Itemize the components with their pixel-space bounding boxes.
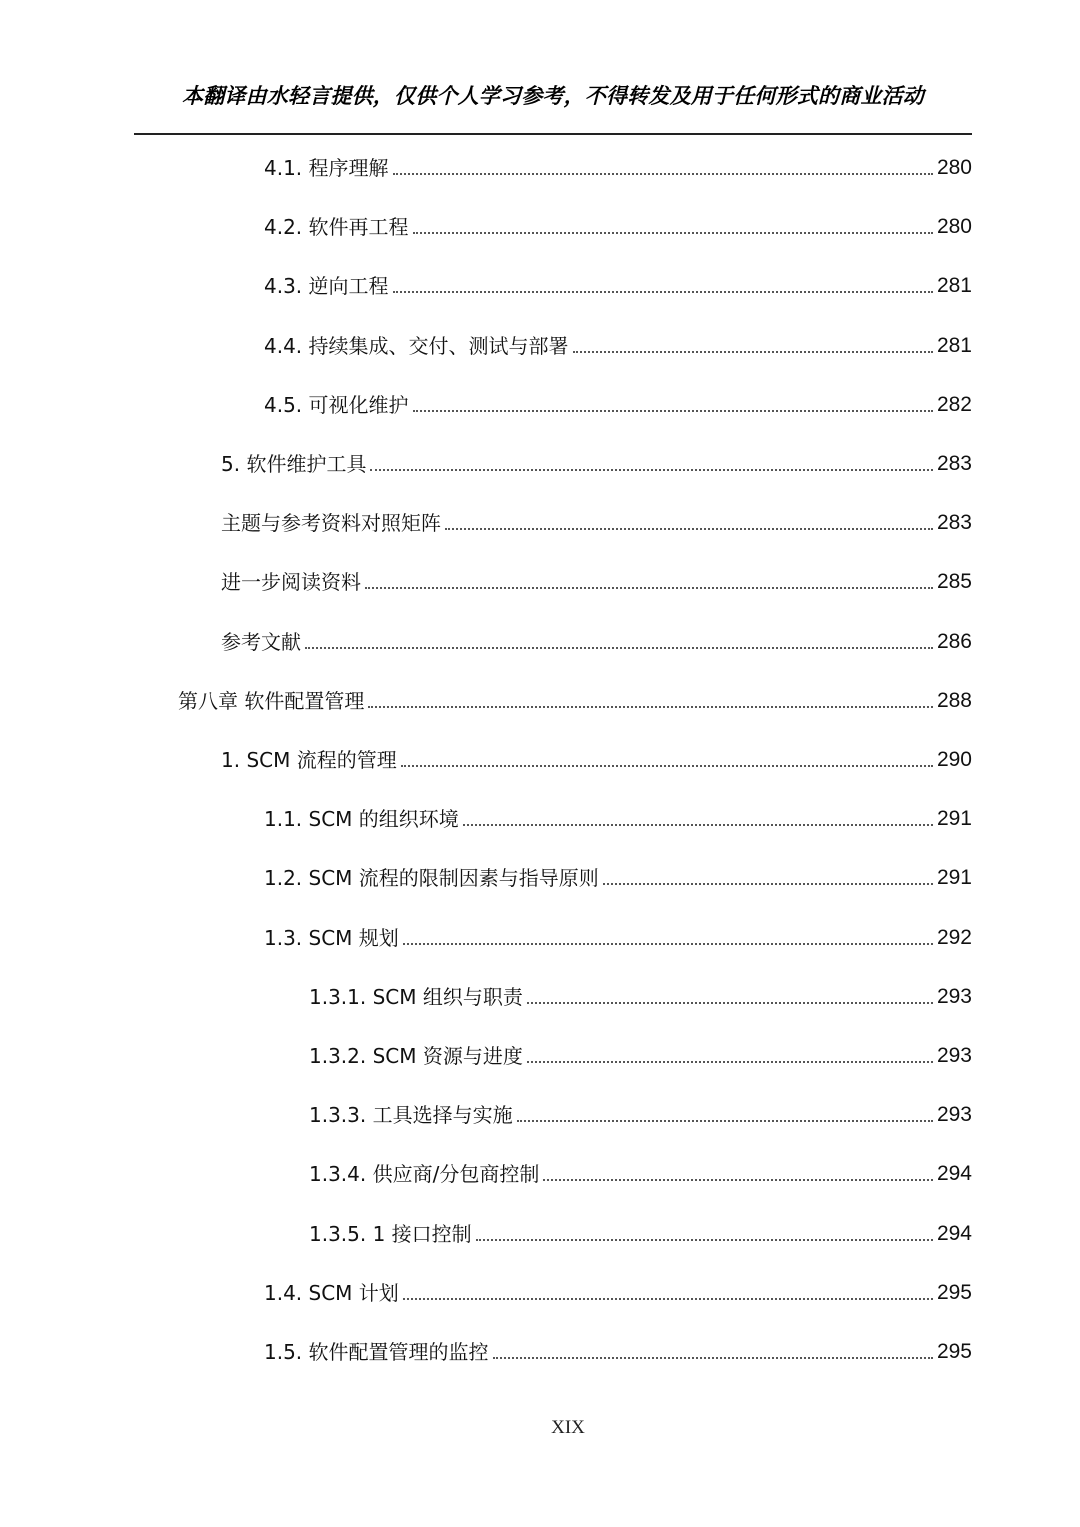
toc-entry-page: 283	[936, 452, 972, 475]
toc-dot-leader	[393, 291, 933, 293]
toc-entry-page: 283	[936, 511, 972, 534]
toc-dot-leader	[517, 1120, 933, 1122]
toc-entry[interactable]	[264, 1277, 972, 1307]
toc-dot-leader	[365, 587, 933, 589]
toc-entry[interactable]	[264, 389, 972, 419]
toc-dot-leader	[527, 1061, 933, 1063]
toc-entry[interactable]	[264, 862, 972, 892]
toc-entry[interactable]	[264, 803, 972, 833]
toc-entry[interactable]	[309, 1218, 972, 1248]
toc-entry-title: 参考文献	[221, 630, 301, 654]
toc-entry-title: 4.3. 逆向工程	[264, 274, 389, 298]
toc-dot-leader	[445, 528, 933, 530]
toc-entry-page: 291	[936, 807, 972, 830]
toc-entry[interactable]	[221, 448, 972, 478]
toc-dot-leader	[476, 1239, 933, 1241]
toc-entry-title: 4.1. 程序理解	[264, 156, 389, 180]
toc-entry-title: 4.4. 持续集成、交付、测试与部署	[264, 334, 569, 358]
toc-dot-leader	[305, 647, 933, 649]
toc-dot-leader	[603, 883, 933, 885]
toc-entry-title: 进一步阅读资料	[221, 570, 361, 594]
toc-entry-page: 288	[936, 689, 972, 712]
toc-entry-title: 4.5. 可视化维护	[264, 393, 409, 417]
toc-entry-page: 290	[936, 748, 972, 771]
toc-entry-title: 5. 软件维护工具	[221, 452, 367, 476]
toc-entry-page: 294	[936, 1162, 972, 1185]
toc-entry-page: 295	[936, 1281, 972, 1304]
toc-dot-leader	[463, 824, 933, 826]
toc-entry-title: 1.3.4. 供应商/分包商控制	[309, 1162, 540, 1186]
document-header: 本翻译由水轻言提供，仅供个人学习参考，不得转发及用于任何形式的商业活动	[182, 84, 924, 108]
toc-entry-title: 1.3.3. 工具选择与实施	[309, 1103, 513, 1127]
toc-entry-title: 1.4. SCM 计划	[264, 1281, 399, 1305]
toc-dot-leader	[403, 1298, 933, 1300]
toc-entry-page: 285	[936, 570, 972, 593]
toc-entry-title: 1.3.1. SCM 组织与职责	[309, 985, 523, 1009]
toc-entry[interactable]	[264, 211, 972, 241]
toc-entry[interactable]	[178, 685, 972, 715]
toc-dot-leader	[393, 173, 933, 175]
toc-dot-leader	[413, 232, 933, 234]
page-number: XIX	[551, 1417, 585, 1438]
toc-entry[interactable]	[221, 507, 972, 537]
toc-entry-page: 280	[936, 215, 972, 238]
toc-entry[interactable]	[221, 566, 972, 596]
toc-entry-page: 281	[936, 334, 972, 357]
toc-entry[interactable]	[309, 1099, 972, 1129]
toc-entry-title: 主题与参考资料对照矩阵	[221, 511, 441, 535]
toc-dot-leader	[573, 351, 933, 353]
toc-dot-leader	[493, 1357, 933, 1359]
toc-entry-page: 281	[936, 274, 972, 297]
toc-entry[interactable]	[221, 626, 972, 656]
toc-entry-title: 1. SCM 流程的管理	[221, 748, 397, 772]
toc-entry-title: 1.2. SCM 流程的限制因素与指导原则	[264, 866, 599, 890]
toc-entry[interactable]	[309, 1158, 972, 1188]
toc-entry-page: 295	[936, 1340, 972, 1363]
toc-entry-page: 294	[936, 1222, 972, 1245]
toc-entry-title: 1.3. SCM 规划	[264, 926, 399, 950]
toc-entry-page: 292	[936, 926, 972, 949]
toc-entry[interactable]	[309, 981, 972, 1011]
toc-dot-leader	[413, 410, 933, 412]
toc-entry[interactable]	[264, 152, 972, 182]
toc-dot-leader	[543, 1179, 933, 1181]
toc-entry-title: 1.5. 软件配置管理的监控	[264, 1340, 489, 1364]
toc-entry-page: 293	[936, 985, 972, 1008]
toc-entry[interactable]	[264, 270, 972, 300]
toc-entry[interactable]	[264, 330, 972, 360]
toc-dot-leader	[403, 943, 933, 945]
toc-entry-page: 280	[936, 156, 972, 179]
toc-entry-title: 1.1. SCM 的组织环境	[264, 807, 459, 831]
toc-entry-page: 293	[936, 1044, 972, 1067]
toc-entry[interactable]	[264, 1336, 972, 1366]
toc-entry-page: 293	[936, 1103, 972, 1126]
toc-entry-page: 291	[936, 866, 972, 889]
toc-entry-title: 1.3.5. 1 接口控制	[309, 1222, 472, 1246]
toc-entry-page: 282	[936, 393, 972, 416]
toc-dot-leader	[370, 469, 933, 471]
toc-dot-leader	[527, 1002, 933, 1004]
toc-entry-title: 4.2. 软件再工程	[264, 215, 409, 239]
toc-entry[interactable]	[309, 1040, 972, 1070]
toc-dot-leader	[401, 765, 933, 767]
toc-entry-title: 1.3.2. SCM 资源与进度	[309, 1044, 523, 1068]
toc-entry-page: 286	[936, 630, 972, 653]
toc-dot-leader	[368, 706, 933, 708]
toc-entry[interactable]	[221, 744, 972, 774]
toc-entry-title: 第八章 软件配置管理	[178, 689, 365, 713]
toc-entry[interactable]	[264, 922, 972, 952]
